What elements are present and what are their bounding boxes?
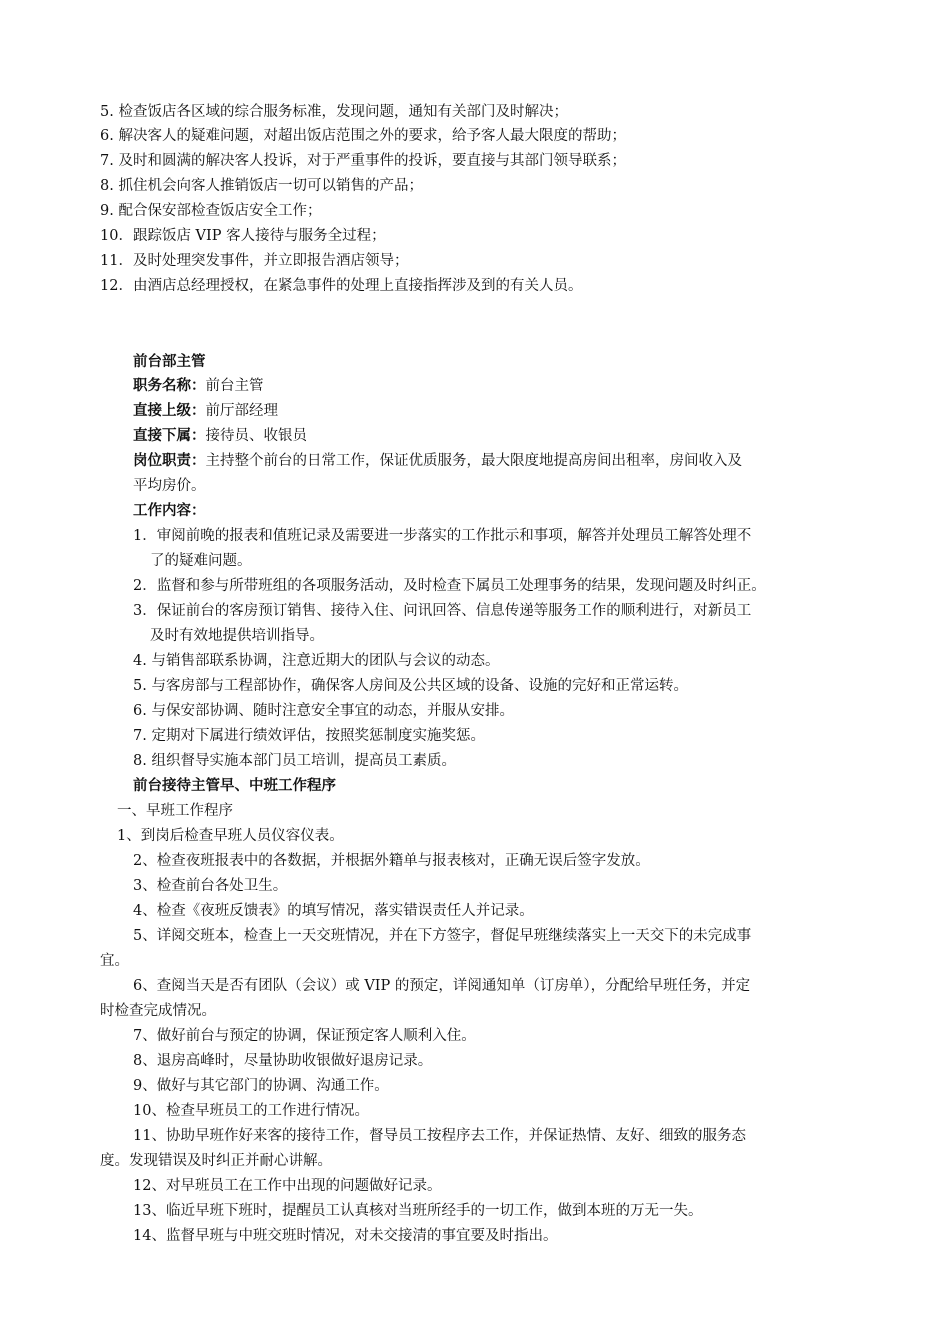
- list-item: 了的疑难问题。: [150, 553, 252, 569]
- morning-heading: 一、早班工作程序: [117, 803, 233, 819]
- list-item: 3、检查前台各处卫生。: [133, 878, 288, 894]
- list-item: 6、查阅当天是否有团队（会议）或 VIP 的预定，详阅通知单（订房单），分配给早班任务，并定: [133, 978, 751, 994]
- list-item: 11．及时处理突发事件，并立即报告酒店领导；: [100, 253, 409, 269]
- list-item: 4. 与销售部联系协调，注意近期大的团队与会议的动态。: [133, 653, 500, 669]
- superior-value: 前厅部经理: [205, 403, 278, 419]
- list-item: 10、检查早班员工的工作进行情况。: [133, 1103, 369, 1119]
- list-item: 度。发现错误及时纠正并耐心讲解。: [100, 1153, 332, 1169]
- list-item: 9、做好与其它部门的协调、沟通工作。: [133, 1078, 389, 1094]
- list-item: 5. 检查饭店各区域的综合服务标准，发现问题，通知有关部门及时解决；: [100, 104, 568, 120]
- list-item: 13、临近早班下班时，提醒员工认真核对当班所经手的一切工作，做到本班的万无一失。: [133, 1203, 703, 1219]
- list-item: 1．审阅前晚的报表和值班记录及需要进一步落实的工作批示和事项，解答并处理员工解答处理不: [133, 528, 752, 544]
- list-item: 及时有效地提供培训指导。: [150, 628, 324, 644]
- work-content-label: 工作内容：: [133, 503, 206, 519]
- duty-value: 主持整个前台的日常工作，保证优质服务，最大限度地提高房间出租率，房间收入及: [205, 453, 742, 469]
- list-item: 时检查完成情况。: [100, 1003, 216, 1019]
- duty-label: 岗位职责：: [133, 453, 206, 469]
- list-item: 7、做好前台与预定的协调，保证预定客人顺利入住。: [133, 1028, 476, 1044]
- duty-value-continued: 平均房价。: [133, 478, 206, 494]
- superior-row: [133, 399, 860, 423]
- list-item: 9. 配合保安部检查饭店安全工作；: [100, 203, 322, 219]
- procedure-title: 前台接待主管早、中班工作程序: [133, 778, 336, 794]
- list-item: 6. 与保安部协调、随时注意安全事宜的动态，并服从安排。: [133, 703, 514, 719]
- list-item: 11、协助早班作好来客的接待工作，督导员工按程序去工作，并保证热情、友好、细致的服务态: [133, 1128, 746, 1144]
- job-name-value: 前台主管: [205, 378, 264, 394]
- list-item: 8、退房高峰时，尽量协助收银做好退房记录。: [133, 1053, 433, 1069]
- list-item: 2．监督和参与所带班组的各项服务活动，及时检查下属员工处理事务的结果，发现问题及时纠正。: [133, 578, 766, 594]
- list-item: 2、检查夜班报表中的各数据，并根据外籍单与报表核对，正确无误后签字发放。: [133, 853, 650, 869]
- subordinate-value: 接待员、收银员: [205, 428, 307, 444]
- list-item: 4、检查《夜班反馈表》的填写情况，落实错误责任人并记录。: [133, 903, 534, 919]
- superior-label: 直接上级：: [133, 403, 206, 419]
- list-item: 12、对早班员工在工作中出现的问题做好记录。: [133, 1178, 442, 1194]
- subordinate-label: 直接下属：: [133, 428, 206, 444]
- list-item: 8. 组织督导实施本部门员工培训，提高员工素质。: [133, 753, 456, 769]
- list-item: 5、详阅交班本，检查上一天交班情况，并在下方签字，督促早班继续落实上一天交下的未完成事: [133, 928, 752, 944]
- list-item: 10．跟踪饭店 VIP 客人接待与服务全过程；: [100, 228, 386, 244]
- list-item: 5. 与客房部与工程部协作，确保客人房间及公共区域的设备、设施的完好和正常运转。: [133, 678, 688, 694]
- duty-row: [133, 449, 860, 473]
- list-item: 8. 抓住机会向客人推销饭店一切可以销售的产品；: [100, 178, 423, 194]
- list-item: 1、到岗后检查早班人员仪容仪表。: [117, 828, 344, 844]
- list-item: 3．保证前台的客房预订销售、接待入住、问讯回答、信息传递等服务工作的顺利进行，对新员工: [133, 603, 752, 619]
- job-name-row: [133, 374, 860, 398]
- job-name-label: 职务名称：: [133, 378, 206, 394]
- section-title: 前台部主管: [133, 354, 206, 370]
- list-item: 14、监督早班与中班交班时情况，对未交接清的事宜要及时指出。: [133, 1228, 558, 1244]
- subordinate-row: [133, 424, 860, 448]
- list-item: 12．由酒店总经理授权，在紧急事件的处理上直接指挥涉及到的有关人员。: [100, 278, 583, 294]
- list-item: 7. 定期对下属进行绩效评估，按照奖惩制度实施奖惩。: [133, 728, 485, 744]
- list-item: 宜。: [100, 953, 129, 969]
- list-item: 7. 及时和圆满的解决客人投诉，对于严重事件的投诉，要直接与其部门领导联系；: [100, 153, 626, 169]
- list-item: 6. 解决客人的疑难问题，对超出饭店范围之外的要求，给予客人最大限度的帮助；: [100, 128, 626, 144]
